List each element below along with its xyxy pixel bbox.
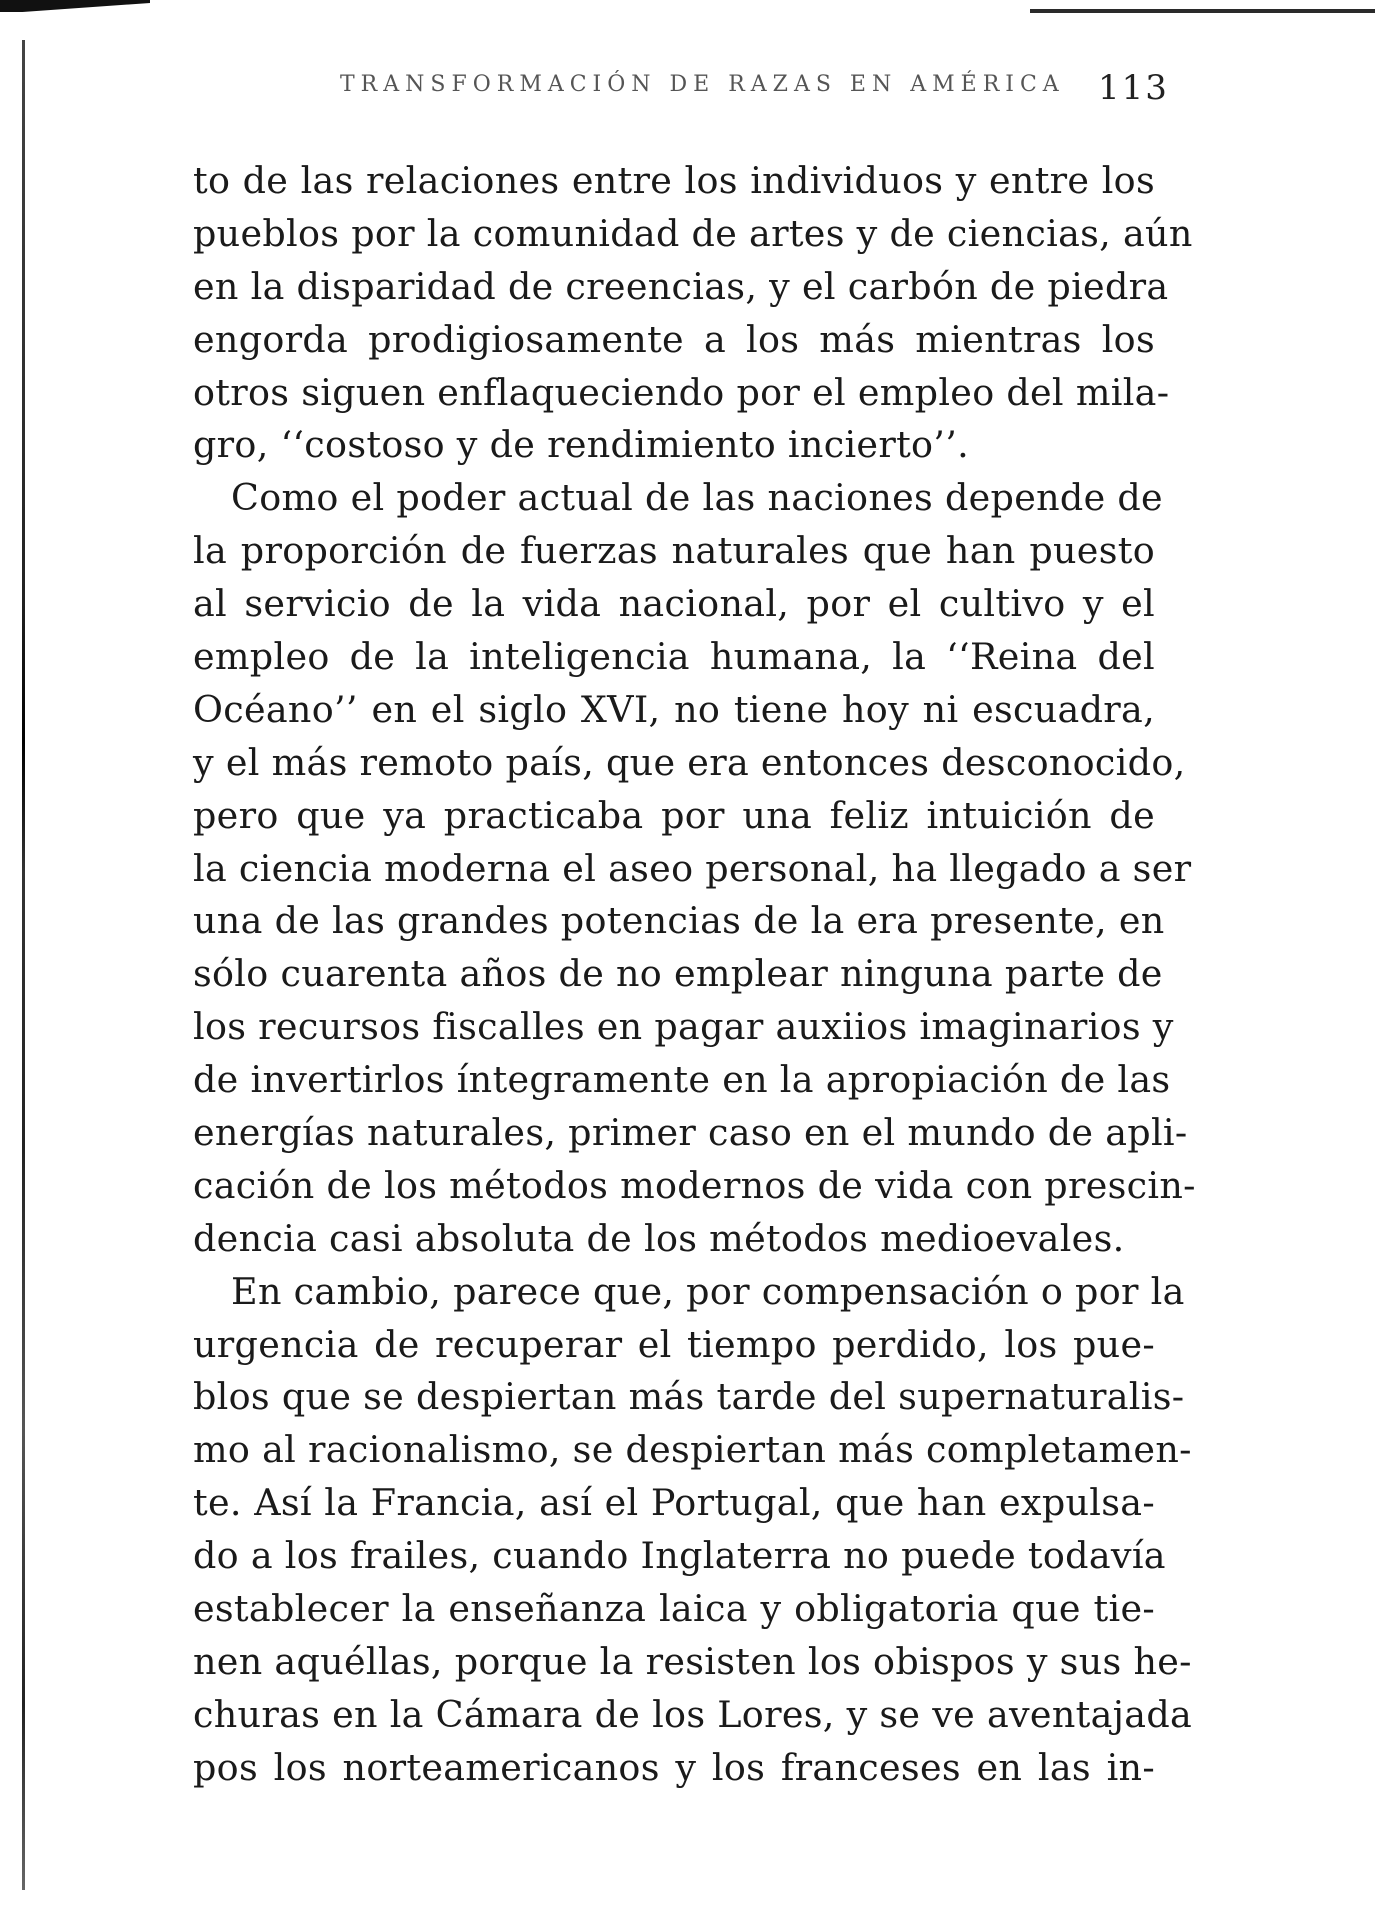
text-line: Océano’’ en el siglo XVI, no tiene hoy ni escuadra, <box>193 687 1155 731</box>
text-line: to de las relaciones entre los individuos y entre los <box>193 159 1155 202</box>
text-line: empleo de la inteligencia humana, la ‘‘Reina del <box>193 635 1155 679</box>
text-line: cación de los métodos modernos de vida con prescin- <box>193 1163 1196 1207</box>
text-line: al servicio de la vida nacional, por el cultivo y el <box>193 582 1155 626</box>
text-line: sólo cuarenta años de no emplear ninguna parte de <box>193 952 1163 996</box>
text-line: pueblos por la comunidad de artes y de ciencias, aún <box>193 211 1193 255</box>
running-head: TRANSFORMACIÓN DE RAZAS EN AMÉRICA <box>340 72 1065 97</box>
text-line: los recursos fiscalles en pagar auxiios imaginarios y <box>193 1005 1174 1049</box>
text-line: Como el poder actual de las naciones depende de <box>231 476 1163 520</box>
text-line: te. Así la Francia, así el Portugal, que han expulsa- <box>193 1481 1155 1525</box>
text-line: la ciencia moderna el aseo personal, ha llegado a ser <box>193 846 1192 890</box>
text-line: y el más remoto país, que era entonces desconocido, <box>193 740 1186 784</box>
text-line: la proporción de fuerzas naturales que han puesto <box>193 529 1155 573</box>
scan-border-top-left <box>0 0 150 12</box>
text-line: engorda prodigiosamente a los más mientras los <box>193 317 1155 361</box>
text-line: gro, ‘‘costoso y de rendimiento incierto’’. <box>193 423 970 467</box>
text-line: dencia casi absoluta de los métodos medioevales. <box>193 1216 1125 1260</box>
text-line: urgencia de recuperar el tiempo perdido, los pue- <box>193 1322 1155 1366</box>
text-line: En cambio, parece que, por compensación o por la <box>231 1269 1185 1313</box>
text-line: pero que ya practicaba por una feliz intuición de <box>193 793 1155 837</box>
text-line: otros siguen enflaqueciendo por el empleo del mila- <box>193 370 1170 414</box>
text-line: do a los frailes, cuando Inglaterra no puede todavía <box>193 1534 1166 1578</box>
text-line: una de las grandes potencias de la era presente, en <box>193 899 1165 943</box>
text-line: churas en la Cámara de los Lores, y se ve aventajada <box>193 1692 1193 1736</box>
page-number: 113 <box>1098 68 1169 108</box>
text-line: en la disparidad de creencias, y el carbón de piedra <box>193 264 1169 308</box>
body-text <box>193 155 1196 1795</box>
text-line: de invertirlos íntegramente en la apropiación de las <box>193 1058 1171 1102</box>
scan-border-left <box>22 40 25 1890</box>
text-line: blos que se despiertan más tarde del supernaturalis- <box>193 1375 1185 1419</box>
text-line: establecer la enseñanza laica y obligatoria que tie- <box>193 1587 1155 1631</box>
text-line: nen aquéllas, porque la resisten los obispos y sus he- <box>193 1639 1192 1683</box>
scan-border-top-right <box>1030 9 1375 13</box>
text-line: pos los norteamericanos y los franceses en las in- <box>193 1745 1155 1789</box>
text-line: energías naturales, primer caso en el mundo de apli- <box>193 1111 1188 1155</box>
text-line: mo al racionalismo, se despiertan más completamen- <box>193 1428 1192 1472</box>
